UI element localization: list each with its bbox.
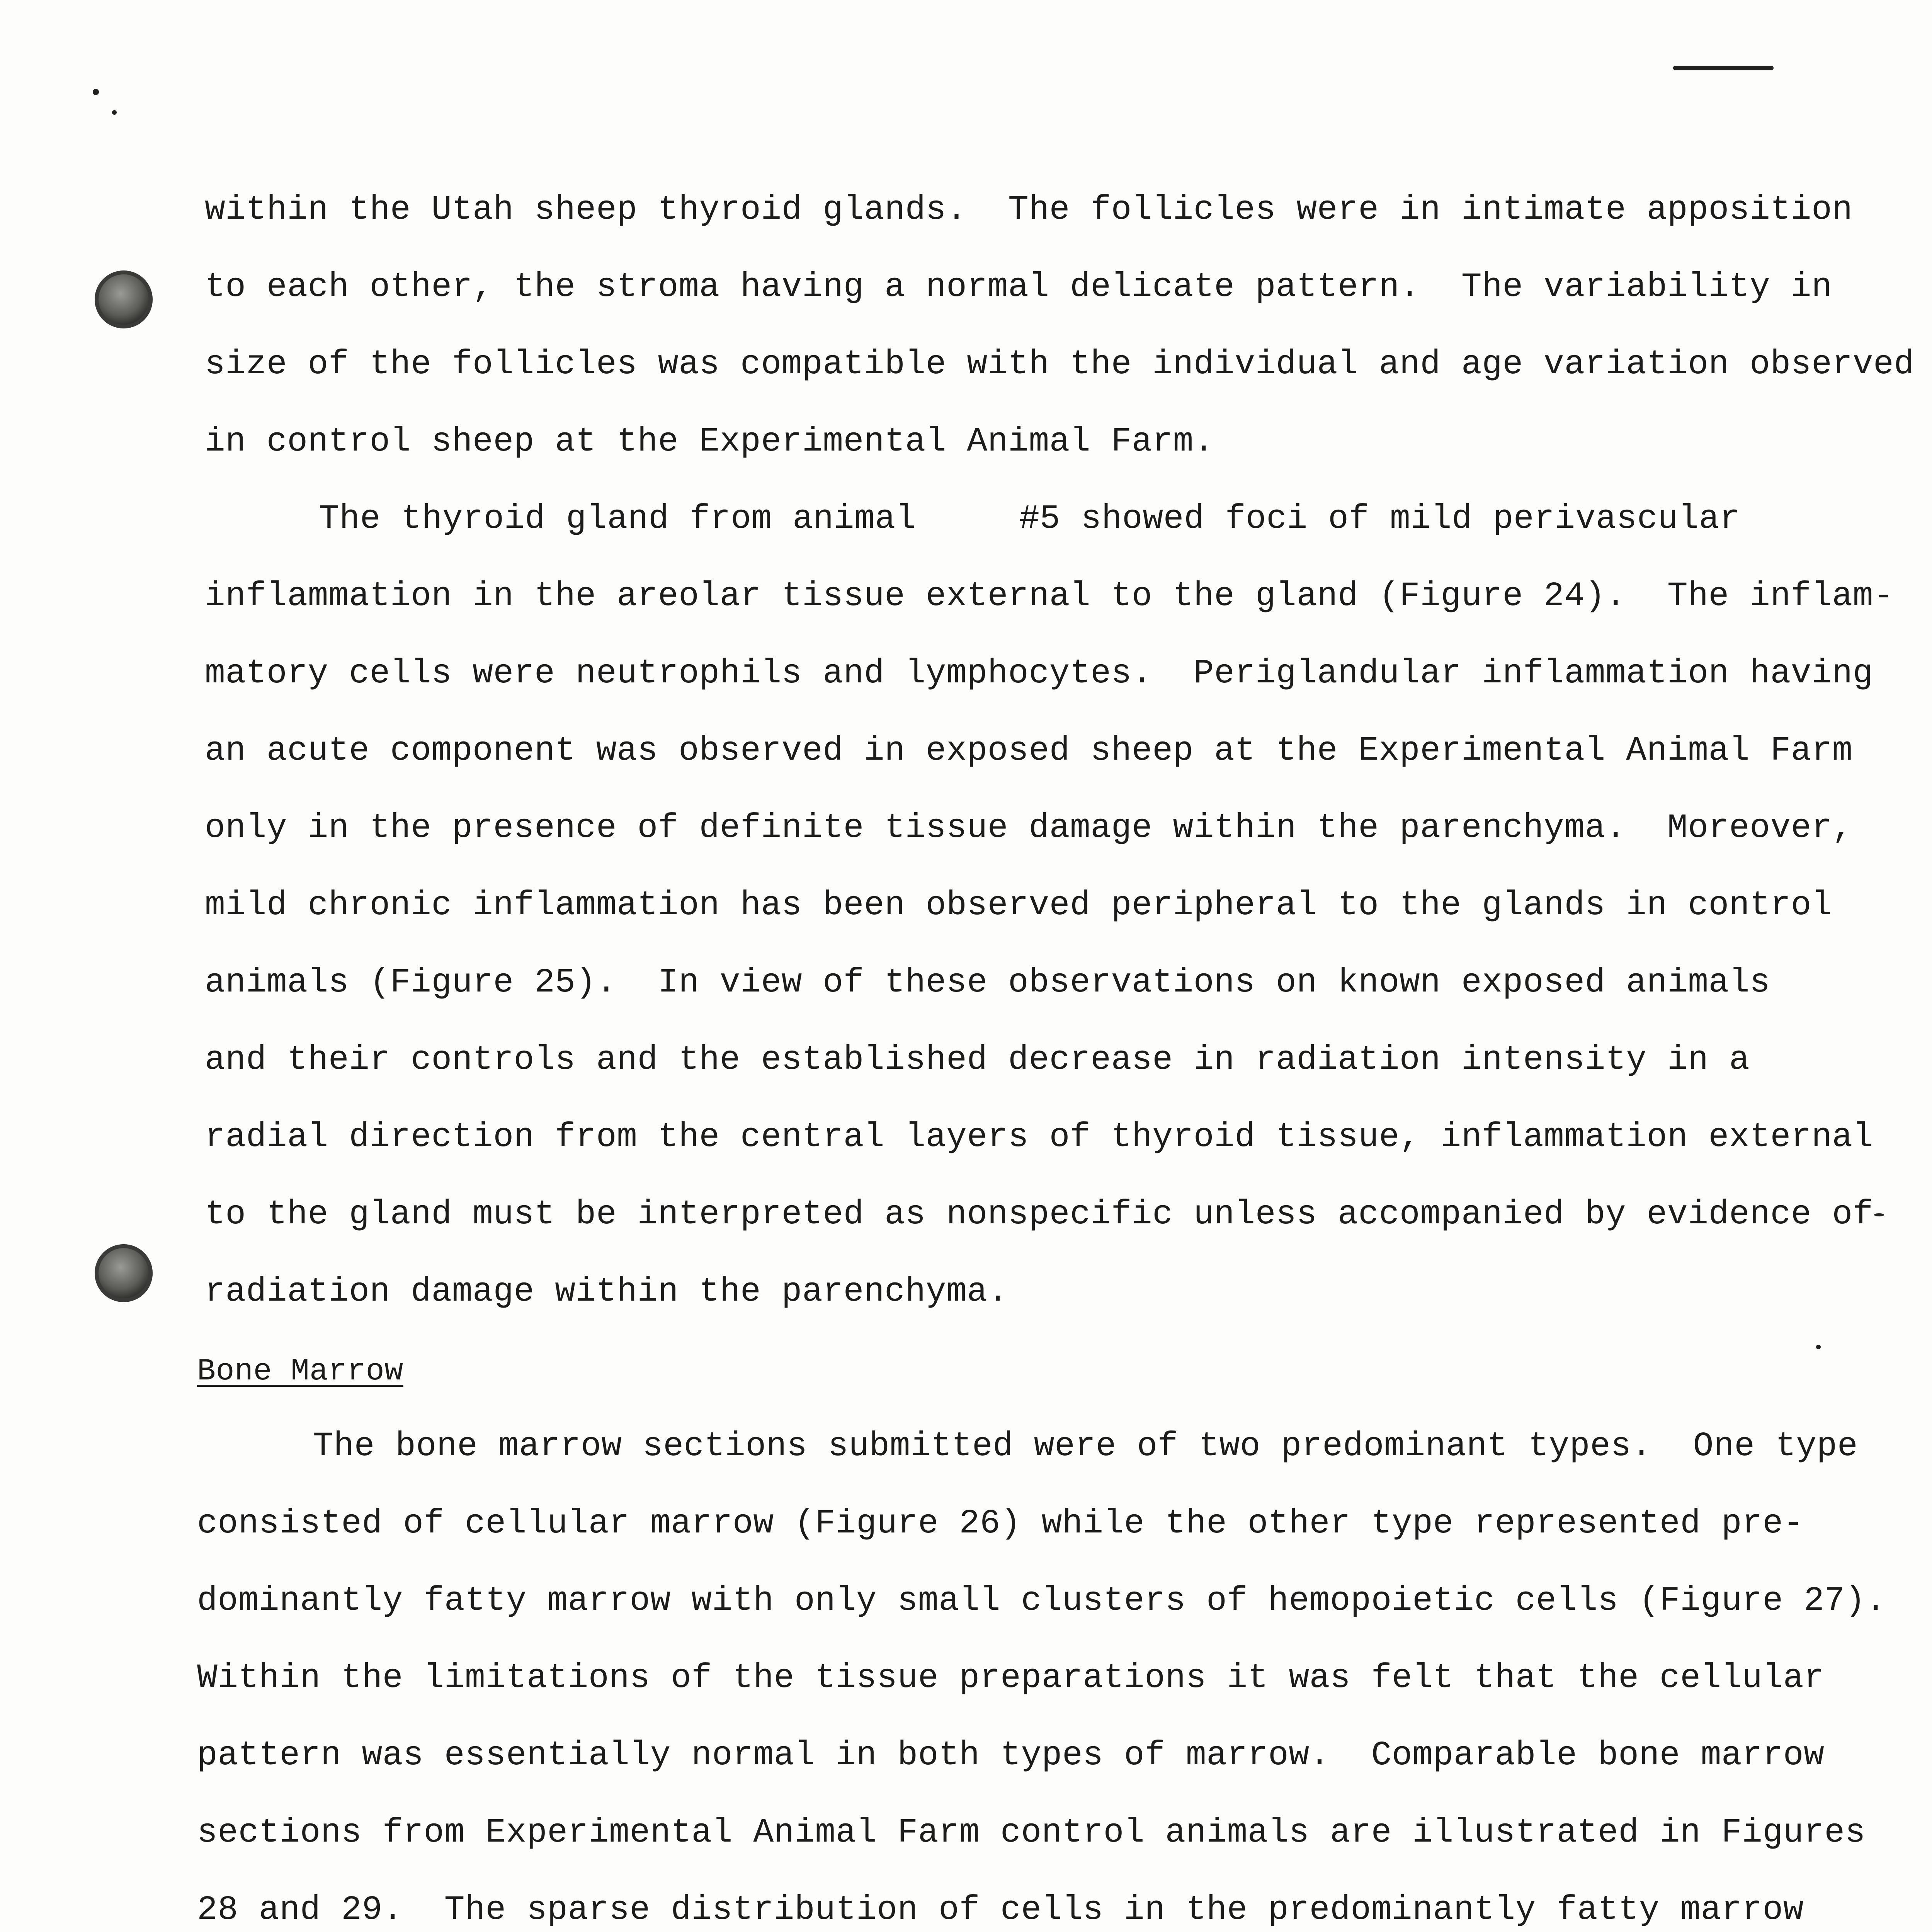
text-line: pattern was essentially normal in both types of marrow. Comparable bone marrow xyxy=(197,1736,1825,1775)
text-line: and their controls and the established decrease in radiation intensity in a xyxy=(205,1041,1750,1079)
text-line: to each other, the stroma having a normal delicate pattern. The variability in xyxy=(205,268,1832,306)
text-line: inflammation in the areolar tissue external to the gland (Figure 24). The inflam- xyxy=(205,577,1894,616)
text-line: matory cells were neutrophils and lymphocytes. Periglandular inflammation having xyxy=(205,655,1873,693)
text-line: size of the follicles was compatible with the individual and age variation observed xyxy=(205,345,1915,384)
text-line: Within the limitations of the tissue preparations it was felt that the cellular xyxy=(197,1659,1825,1697)
text-line: sections from Experimental Animal Farm control animals are illustrated in Figures xyxy=(197,1814,1866,1852)
text-line: radiation damage within the parenchyma. xyxy=(205,1273,1009,1311)
text-line: consisted of cellular marrow (Figure 26) while the other type represented pre- xyxy=(197,1505,1804,1543)
text-line: 28 and 29. The sparse distribution of cells in the predominantly fatty marrow xyxy=(197,1891,1804,1929)
text-line: radial direction from the central layers of thyroid tissue, inflammation external xyxy=(205,1118,1873,1156)
text-line: animals (Figure 25). In view of these observations on known exposed animals xyxy=(205,964,1770,1002)
text-line: The thyroid gland from animal #5 showed foci of mild perivascular xyxy=(319,500,1740,538)
text-line: mild chronic inflammation has been observed peripheral to the glands in control xyxy=(205,886,1832,925)
text-line: dominantly fatty marrow with only small clusters of hemopoietic cells (Figure 27). xyxy=(197,1582,1886,1620)
text-line: in control sheep at the Experimental Animal Farm. xyxy=(205,423,1214,461)
text-line: only in the presence of definite tissue damage within the parenchyma. Moreover, xyxy=(205,809,1853,847)
text-line: within the Utah sheep thyroid glands. The follicles were in intimate apposition xyxy=(205,191,1853,229)
section-heading: Bone Marrow xyxy=(197,1354,403,1389)
text-line: to the gland must be interpreted as nonspecific unless accompanied by evidence of xyxy=(205,1196,1873,1234)
text-line: The bone marrow sections submitted were of two predominant types. One type xyxy=(313,1427,1858,1466)
text-line: an acute component was observed in exposed sheep at the Experimental Animal Farm xyxy=(205,732,1853,770)
